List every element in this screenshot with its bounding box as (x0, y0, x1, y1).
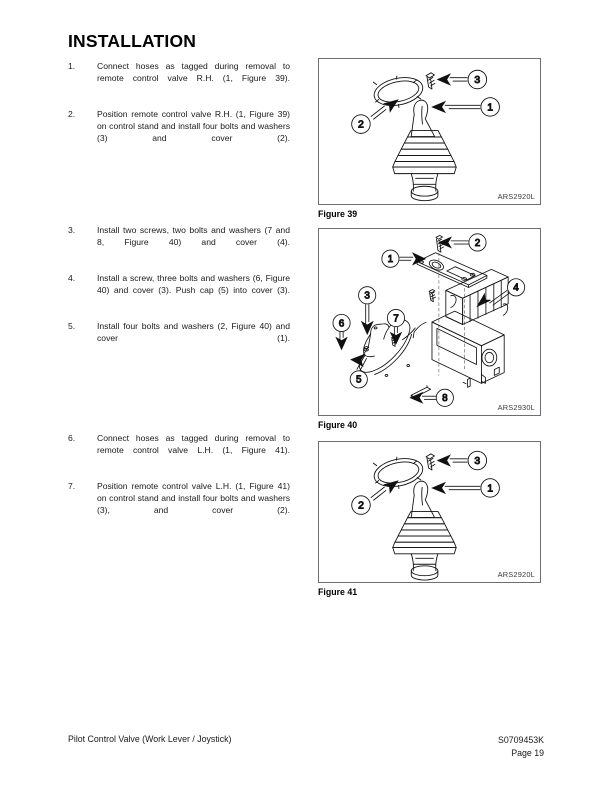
step-number: 1. (68, 61, 76, 71)
list-item (68, 320, 290, 357)
step-number: 4. (68, 272, 76, 283)
callout-label-1: 1 (487, 102, 494, 114)
step-number: 5. (68, 320, 76, 331)
step-text: Position remote control valve R.H. (1, Figure 39) on control stand and install four bolts and washers (3) and cover (2). (97, 108, 290, 144)
joystick-rh-illustration (319, 59, 540, 204)
figure-caption: Figure 41 (318, 587, 358, 597)
callout-label-2: 2 (358, 500, 364, 512)
steps-block-two (68, 224, 290, 357)
document-code: S0709453K (498, 735, 544, 745)
list-item (68, 108, 290, 157)
callout-label-2: 2 (358, 119, 364, 131)
callout-label-1: 1 (487, 483, 494, 495)
page-footer (68, 726, 544, 772)
callout-label-7: 7 (393, 313, 399, 325)
callout-label-4: 4 (513, 282, 519, 294)
figure-image-code: ARS2930L (497, 403, 535, 412)
callout-label-5: 5 (356, 374, 362, 386)
control-stand-exploded-illustration (319, 229, 540, 415)
footer-meta (498, 734, 544, 760)
figure-41-frame (318, 441, 541, 583)
step-text: Connect hoses as tagged during removal to remote control valve R.H. (1, Figure 39). (97, 61, 290, 84)
callout-label-3: 3 (474, 456, 481, 468)
step-number: 7. (68, 480, 76, 491)
figure-caption: Figure 40 (318, 420, 358, 430)
callout-label-8: 8 (442, 393, 448, 405)
steps-block-one (68, 60, 290, 157)
footer-section-title: Pilot Control Valve (Work Lever / Joystick) (68, 734, 232, 744)
list-item (68, 480, 290, 529)
figure-40 (318, 228, 541, 430)
figure-image-code: ARS2920L (497, 192, 535, 201)
list-item (68, 224, 290, 261)
list-item (68, 432, 290, 469)
list-item (68, 60, 290, 97)
step-text: Position remote control valve L.H. (1, Figure 41) on control stand and install four bolts and washers (3), and cover (2). (97, 480, 290, 516)
step-text: Install four bolts and washers (2, Figure 40) and cover (1). (97, 320, 290, 344)
callout-label-3: 3 (474, 75, 481, 87)
step-text: Connect hoses as tagged during removal to remote control valve L.H. (1, Figure 41). (97, 433, 290, 456)
figure-39-frame (318, 58, 541, 205)
steps-block-three (68, 432, 290, 529)
step-text: Install two screws, two bolts and washers (7 and 8, Figure 40) and cover (4). (97, 225, 290, 248)
callout-label-1: 1 (387, 254, 394, 266)
figure-41 (318, 441, 541, 597)
step-number: 2. (68, 108, 76, 119)
step-text: Install a screw, three bolts and washers (6, Figure 40) and cover (3). Push cap (5) into cover (3). (97, 272, 290, 296)
step-number: 3. (68, 225, 76, 235)
page-title: INSTALLATION (68, 31, 197, 51)
list-item (68, 272, 290, 309)
figure-40-frame (318, 228, 541, 416)
joystick-lh-illustration (319, 442, 540, 582)
callout-label-6: 6 (338, 318, 345, 330)
page-number: Page 19 (511, 748, 544, 758)
step-number: 6. (68, 433, 76, 443)
callout-label-2: 2 (474, 237, 481, 249)
figure-image-code: ARS2920L (497, 570, 535, 579)
figure-39 (318, 58, 541, 219)
figure-caption: Figure 39 (318, 209, 358, 219)
callout-label-3: 3 (364, 290, 370, 302)
